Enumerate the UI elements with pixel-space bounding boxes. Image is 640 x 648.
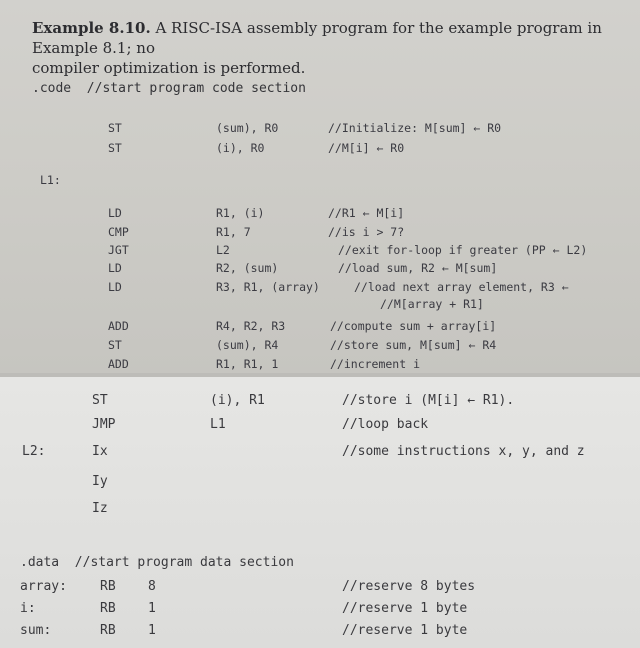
code-opcode: ST: [108, 338, 122, 352]
code-comment: //load sum, R2 ← M[sum]: [338, 261, 498, 275]
example-number: Example 8.10.: [32, 19, 151, 37]
code-opcode: CMP: [108, 225, 129, 239]
code-operands: (i), R0: [216, 141, 265, 155]
data-size: 8: [148, 579, 156, 594]
code-operands: L2: [216, 243, 230, 257]
code-opcode: JGT: [108, 243, 129, 257]
code-operands: (sum), R4: [216, 338, 279, 352]
code-opcode: Iy: [92, 474, 108, 489]
data-directive: RB: [100, 623, 116, 638]
code-operands: R4, R2, R3: [216, 319, 286, 333]
code-operands: L1: [210, 417, 226, 432]
code-comment: //load next array element, R3 ←: [354, 280, 569, 294]
data-section-header: .data //start program data section: [20, 555, 294, 570]
code-label: L2:: [22, 444, 46, 459]
data-label: sum:: [20, 623, 52, 638]
code-opcode: LD: [108, 280, 122, 294]
code-comment: //store i (M[i] ← R1).: [342, 393, 515, 408]
code-label: L1:: [40, 173, 61, 187]
code-comment: //some instructions x, y, and z: [342, 444, 585, 459]
code-opcode: ST: [92, 393, 108, 408]
code-operands: R1, (i): [216, 206, 265, 220]
code-comment: //store sum, M[sum] ← R4: [330, 338, 497, 352]
example-title-text: A RISC-ISA assembly program for the example program in Example 8.1; no: [32, 19, 602, 57]
code-comment: //exit for-loop if greater (PP ← L2): [338, 243, 588, 257]
data-size: 1: [148, 601, 156, 616]
example-title-text-line2: compiler optimization is performed.: [32, 59, 306, 77]
data-comment: //reserve 1 byte: [342, 623, 468, 638]
code-comment: //compute sum + array[i]: [330, 319, 497, 333]
code-opcode: Iz: [92, 501, 108, 516]
data-label: array:: [20, 579, 67, 594]
code-operands: R1, 7: [216, 225, 251, 239]
data-size: 1: [148, 623, 156, 638]
code-comment: //increment i: [330, 357, 421, 371]
code-comment: //R1 ← M[i]: [328, 206, 405, 220]
code-opcode: ADD: [108, 357, 129, 371]
code-comment: //loop back: [342, 417, 429, 432]
code-opcode: ADD: [108, 319, 129, 333]
code-operands: R3, R1, (array): [216, 280, 320, 294]
photo-seam: [0, 373, 640, 377]
code-operands: R1, R1, 1: [216, 357, 279, 371]
code-opcode: JMP: [92, 417, 116, 432]
data-label: i:: [20, 601, 36, 616]
code-comment: //M[array + R1]: [380, 297, 484, 311]
code-opcode: ST: [108, 121, 122, 135]
code-opcode: ST: [108, 141, 122, 155]
data-comment: //reserve 8 bytes: [342, 579, 476, 594]
code-operands: (i), R1: [210, 393, 265, 408]
data-directive: RB: [100, 601, 116, 616]
data-directive: RB: [100, 579, 116, 594]
code-section-header: .code //start program code section: [32, 81, 306, 96]
code-comment: //M[i] ← R0: [328, 141, 405, 155]
data-comment: //reserve 1 byte: [342, 601, 468, 616]
code-operands: (sum), R0: [216, 121, 279, 135]
example-title: [32, 18, 632, 78]
code-opcode: LD: [108, 261, 122, 275]
code-comment: //is i > 7?: [328, 225, 405, 239]
code-opcode: LD: [108, 206, 122, 220]
code-opcode: Ix: [92, 444, 108, 459]
code-operands: R2, (sum): [216, 261, 279, 275]
code-comment: //Initialize: M[sum] ← R0: [328, 121, 502, 135]
